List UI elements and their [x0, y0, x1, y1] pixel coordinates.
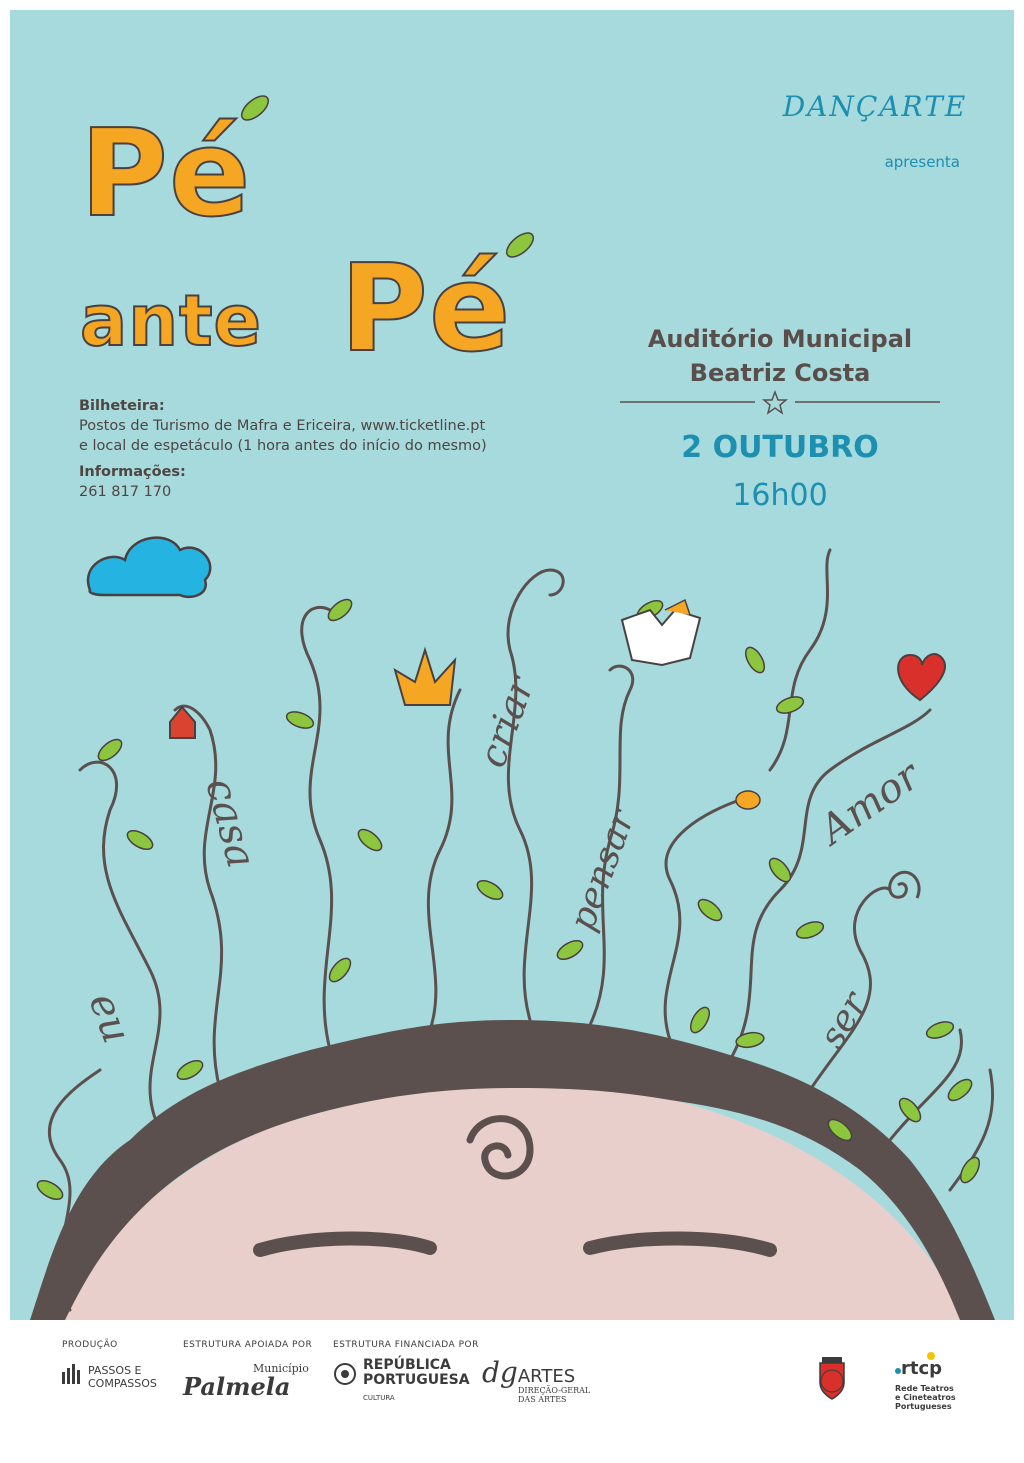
republica-line3: CULTURA [363, 1394, 395, 1402]
venue-line2: Beatriz Costa [689, 359, 871, 387]
dancarte-logo: DANÇARTE [782, 90, 968, 123]
branch-word-criar: criar [469, 671, 543, 773]
crown [395, 650, 455, 705]
title-word-1: Pé [80, 105, 252, 244]
rtcp-line3: Portugueses [895, 1402, 952, 1411]
production-label: PRODUÇÃO [62, 1340, 118, 1350]
cloud [88, 538, 210, 597]
rtcp-word: rtcp [901, 1358, 943, 1379]
event-time: 16h00 [732, 478, 828, 513]
branch-word-ser: ser [811, 985, 876, 1056]
supported-label: ESTRUTURA APOIADA POR [183, 1340, 313, 1350]
title-word-2: ante [80, 280, 263, 362]
republica-line2: PORTUGUESA [363, 1372, 470, 1388]
spiral [890, 872, 919, 898]
star-icon [764, 392, 786, 413]
dgartes-logo [482, 1356, 591, 1404]
brand-block [780, 90, 970, 171]
branch-word-amor: Amor [811, 752, 929, 854]
phone-number: 261 817 170 [79, 484, 172, 500]
dgartes-word: ARTES [517, 1366, 576, 1387]
heart [898, 654, 945, 700]
tickets-line2: e local de espetáculo (1 hora antes do início do mesmo) [79, 438, 487, 454]
palmela-big: Palmela [183, 1372, 291, 1401]
passos-line2: COMPASSOS [88, 1377, 157, 1390]
palmela-small: Município [253, 1362, 309, 1375]
branch-word-casa: casa [196, 773, 265, 873]
book [622, 610, 700, 665]
republica-line1: REPÚBLICA [363, 1357, 451, 1373]
dgartes-line1: DIREÇÃO-GERAL [518, 1386, 591, 1395]
poster [10, 10, 1014, 1320]
dgartes-line2: DAS ARTES [518, 1395, 567, 1404]
branch-word-pensar: pensar [561, 804, 643, 937]
passos-line1: PASSOS E [88, 1364, 142, 1377]
branch-word-eu: eu [79, 986, 140, 1050]
rtcp-line2: e Cineteatros [895, 1393, 956, 1402]
bird [736, 791, 760, 809]
brand-presents: apresenta [884, 153, 960, 171]
title-word-3: Pé [340, 240, 512, 379]
sponsor-footer [0, 1330, 1024, 1463]
mafra-coat-of-arms-icon [812, 1355, 852, 1405]
venue-line1: Auditório Municipal [647, 325, 913, 353]
contact-label: Informações: [79, 464, 186, 480]
bars-icon [62, 1362, 84, 1384]
rtcp-line1: Rede Teatros [895, 1384, 954, 1393]
funded-label: ESTRUTURA FINANCIADA POR [333, 1340, 479, 1350]
ticket-info [79, 396, 487, 502]
venue [610, 322, 950, 390]
dgartes-prefix: dg [482, 1356, 518, 1389]
event-date: 2 OUTUBRO [681, 430, 879, 465]
house [170, 707, 195, 738]
tickets-line1: Postos de Turismo de Mafra e Ericeira, www.ticketline.pt [79, 418, 486, 434]
tickets-label: Bilheteira: [79, 398, 165, 414]
shield-icon [333, 1362, 357, 1386]
